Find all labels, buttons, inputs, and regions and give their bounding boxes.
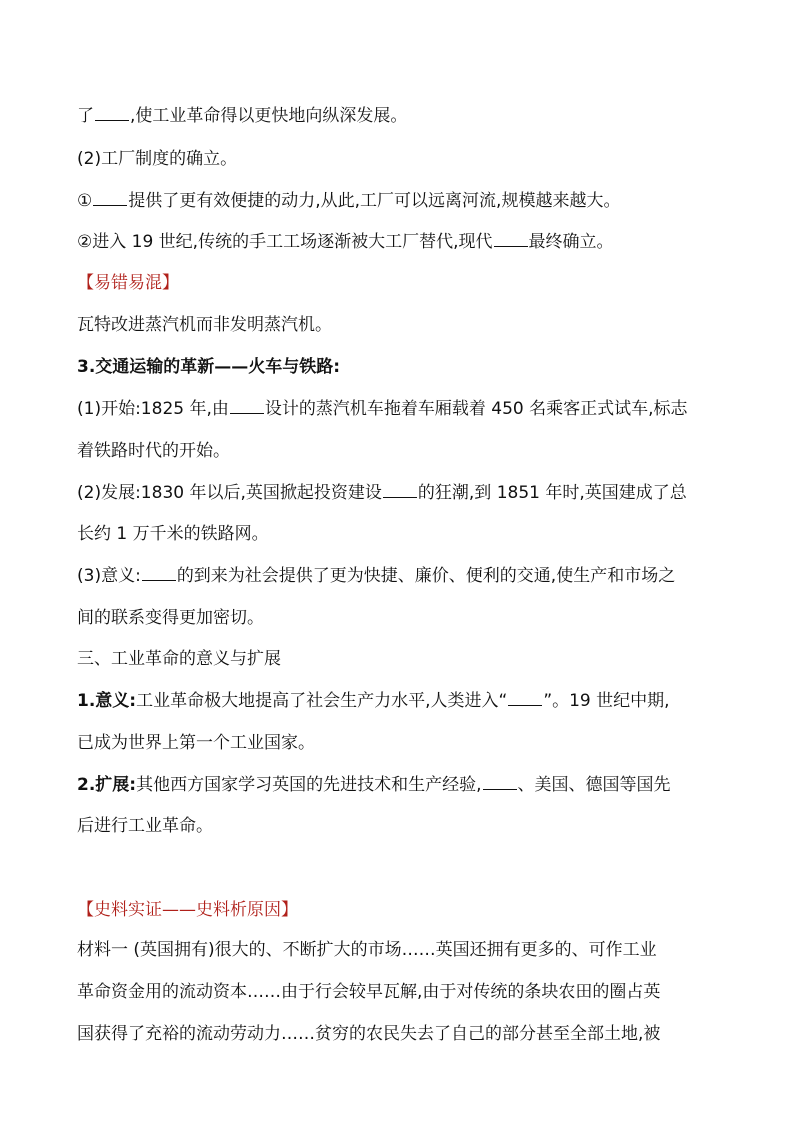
subsection-heading: (2)工厂制度的确立。 — [77, 149, 238, 169]
text-line — [77, 731, 727, 755]
text-span: 国获得了充裕的流动劳动力……贫穷的农民失去了自己的部分甚至全部土地,被 — [77, 1024, 661, 1044]
text-span: 已成为世界上第一个工业国家。 — [77, 733, 315, 753]
text-line — [77, 773, 727, 797]
text-span: 其他西方国家学习英国的先进技术和生产经验, — [136, 775, 482, 795]
text-span: 后进行工业革命。 — [77, 816, 213, 836]
text-line — [77, 397, 727, 421]
text-span: 3.交通运输的革新——火车与铁路: — [77, 357, 341, 377]
text-span: 、美国、德国等国先 — [517, 775, 671, 795]
text-span: (3)意义: — [77, 566, 141, 586]
text-line — [77, 564, 727, 588]
text-line — [77, 980, 727, 1004]
text-span: 长约 1 万千米的铁路网。 — [77, 524, 269, 544]
text-line — [77, 689, 727, 713]
part-title — [77, 647, 727, 671]
text-span: 设计的蒸汽机车拖着车厢载着 450 名乘客正式试车,标志 — [264, 399, 688, 419]
text-span: ②进入 19 世纪,传统的手工工场逐渐被大工厂替代,现代 — [77, 232, 493, 252]
fill-blank — [93, 191, 127, 206]
fill-blank — [483, 775, 517, 790]
text-span: 间的联系变得更加密切。 — [77, 608, 264, 628]
text-span: ① — [77, 191, 93, 211]
text-span: 材料一 (英国拥有)很大的、不断扩大的市场……英国还拥有更多的、可作工业 — [77, 940, 657, 960]
text-line — [77, 606, 727, 630]
text-line — [77, 439, 727, 463]
text-line — [77, 481, 727, 505]
text-span: 的到来为社会提供了更为快捷、廉价、便利的交通,使生产和市场之 — [176, 566, 676, 586]
text-line — [77, 522, 727, 546]
text-span: 三、工业革命的意义与扩展 — [77, 649, 281, 669]
text-span: 工业革命极大地提高了社会生产力水平,人类进入“ — [136, 691, 508, 711]
text-span: 革命资金用的流动资本……由于行会较早瓦解,由于对传统的条块农田的圈占英 — [77, 982, 661, 1002]
text-span: (2)发展:1830 年以后,英国掀起投资建设 — [77, 483, 382, 503]
text-line — [77, 189, 727, 213]
fill-blank — [230, 399, 264, 414]
text-span: 【易错易混】 — [77, 273, 179, 293]
text-line — [77, 1022, 727, 1046]
item-label: 1.意义: — [77, 691, 137, 711]
evidence-heading — [77, 898, 727, 922]
text-span: ,使工业革命得以更快地向纵深发展。 — [130, 106, 408, 126]
fill-blank — [508, 691, 542, 706]
text-span: 着铁路时代的开始。 — [77, 441, 230, 461]
text-span: ”。19 世纪中期, — [543, 691, 670, 711]
fill-blank — [494, 232, 528, 247]
item-label: 2.扩展: — [77, 775, 137, 795]
fill-blank — [383, 483, 417, 498]
text-line — [77, 147, 727, 171]
section-title — [77, 355, 727, 379]
text-line — [77, 313, 727, 337]
text-span: 瓦特改进蒸汽机而非发明蒸汽机。 — [77, 315, 332, 335]
text-span: (1)开始:1825 年,由 — [77, 399, 229, 419]
text-span: 最终确立。 — [528, 232, 614, 252]
text-span: 【史料实证——史料析原因】 — [77, 900, 298, 920]
fill-blank — [95, 106, 129, 121]
tip-heading — [77, 271, 727, 295]
text-span: 了 — [77, 106, 94, 126]
text-span: 的狂潮,到 1851 年时,英国建成了总 — [417, 483, 687, 503]
text-line — [77, 230, 727, 254]
text-line — [77, 814, 727, 838]
text-line — [77, 938, 727, 962]
text-line — [77, 104, 727, 128]
text-span: 提供了更有效便捷的动力,从此,工厂可以远离河流,规模越来越大。 — [128, 191, 621, 211]
fill-blank — [142, 566, 176, 581]
